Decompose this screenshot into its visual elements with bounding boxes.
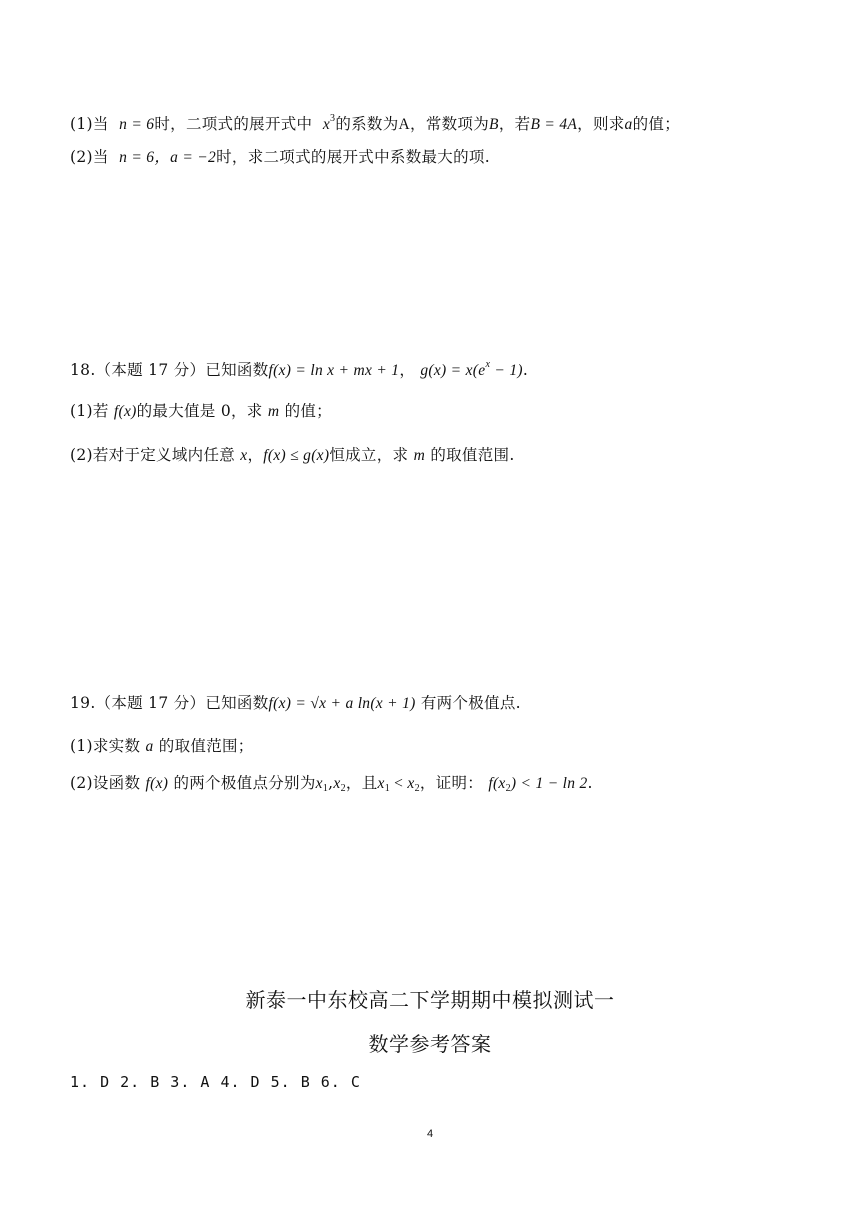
answer-choices: 1. D 2. B 3. A 4. D 5. B 6. C [70, 1073, 361, 1091]
q17-part2-label: (2)当 [70, 148, 109, 166]
q19-part2-label: (2)设函数 [70, 774, 141, 792]
q17-part1-text2: 的系数为 [335, 115, 399, 133]
q19-part2-text2: ，且 [345, 774, 378, 792]
q19-part2-x2: x [333, 775, 341, 792]
q18-f-def: f(x) = ln x + mx + 1 [268, 362, 400, 379]
q19-part2-text1: 的两个极值点分别为 [173, 774, 316, 792]
q18-part2-label: (2)若对于定义域内任意 [70, 446, 236, 464]
q19-part2-x1: x [315, 775, 323, 792]
answer-subtitle: 数学参考答案 [368, 1032, 492, 1056]
q19-part2-c-sub2: 2 [414, 783, 420, 794]
q18-part2-ineq: f(x) ≤ g(x) [263, 447, 330, 464]
q19-part2-sub2: 2 [340, 783, 346, 794]
q19-part2-text3: ，证明： [419, 774, 484, 792]
q18-g-def-post: − 1) [490, 362, 523, 379]
q19-part2-fx: f(x) [145, 775, 169, 792]
q17-part1-B: B [489, 116, 499, 133]
q18-part2-text3: 的取值范围. [430, 446, 515, 464]
q19-part2-c-sub1: 1 [384, 783, 390, 794]
q18-part1-text1: 的最大值是 0，求 [136, 402, 263, 420]
q17-part1-A: A [398, 116, 411, 133]
q17-part1-a: a [624, 116, 633, 133]
q19-part1 [70, 735, 254, 758]
q19-part2 [70, 772, 593, 800]
q18-sep: ， [399, 361, 416, 379]
q19-part2-lt: < [390, 775, 408, 792]
q17-part1-text4: ，若 [498, 115, 531, 133]
q17-part1-eq: B = 4A [530, 116, 578, 133]
q19-part2-ineq-sub: 2 [505, 783, 511, 794]
q17-part1-label: (1)当 [70, 115, 109, 133]
q19-part2-end: . [587, 774, 593, 792]
q19-part2-c-x2: x [407, 775, 415, 792]
q17-part2-text1: 时，求二项式的展开式中系数最大的项. [216, 148, 490, 166]
q19-part1-label: (1)求实数 [70, 737, 141, 755]
q19-part2-ineq-post: ) < 1 − ln 2 [510, 775, 588, 792]
q18-number: 18.（本题 17 分）已知函数 [70, 361, 269, 379]
q18-part1-text2: 的值； [284, 402, 332, 420]
q19-part1-text1: 的取值范围； [158, 737, 254, 755]
q19-stem [70, 692, 521, 715]
q18-part1 [70, 400, 332, 423]
answer-school-title: 新泰一中东校高二下学期期中模拟测试一 [245, 988, 615, 1012]
q19-part2-ineq-pre: f(x [488, 775, 506, 792]
q19-end: 有两个极值点. [420, 694, 521, 712]
q19-part2-comma: , [328, 774, 334, 792]
q18-part2-x: x [240, 447, 248, 464]
q19-part1-a: a [145, 738, 154, 755]
q17-part1-text6: 的值； [632, 115, 681, 133]
q18-part1-label: (1)若 [70, 402, 109, 420]
q18-part2-m: m [413, 447, 426, 464]
q18-g-exp: x [485, 359, 491, 370]
q17-part1-text3: ，常数项为 [410, 115, 490, 133]
page-number: 4 [426, 1128, 434, 1140]
q18-part2-text2: 恒成立，求 [329, 446, 409, 464]
q19-part2-c-x1: x [377, 775, 385, 792]
q17-part1-cond: n = 6 [119, 116, 155, 133]
q19-sqrt: √x [310, 695, 327, 712]
q18-end: . [522, 361, 529, 379]
q18-part1-fx: f(x) [113, 403, 137, 420]
q19-number: 19.（本题 17 分）已知函数 [70, 694, 269, 712]
q19-part2-sub1: 1 [322, 783, 329, 794]
q17-part2-cond: n = 6，a = −2 [119, 149, 217, 166]
q17-part1-text1: 时，二项式的展开式中 [154, 115, 313, 133]
q17-part2 [70, 146, 490, 169]
q18-part1-m: m [267, 403, 280, 420]
q17-part1 [70, 108, 680, 136]
q18-stem [70, 354, 528, 382]
q19-f-pre: f(x) = [268, 695, 311, 712]
q18-part2-text1: ， [247, 446, 264, 464]
q17-part1-x: x [322, 116, 331, 133]
q17-part1-exp: 3 [330, 113, 336, 124]
q18-g-def-pre: g(x) = x(e [420, 362, 486, 379]
q19-f-post: + a ln(x + 1) [326, 695, 416, 712]
q17-part1-text5: ，则求 [577, 115, 625, 133]
q18-part2 [70, 444, 515, 467]
